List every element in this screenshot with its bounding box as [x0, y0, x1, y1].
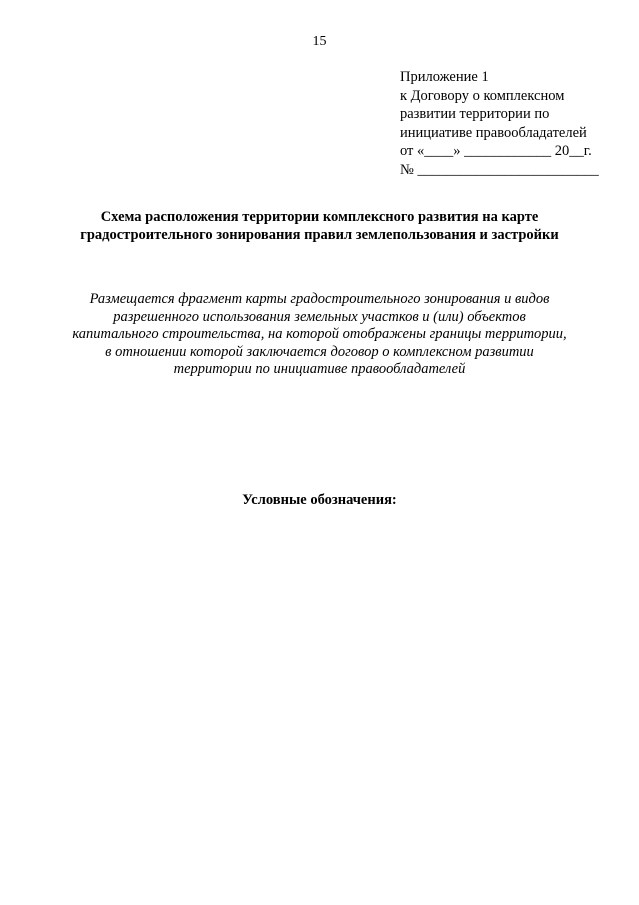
appendix-line: Приложение 1 — [400, 69, 489, 85]
appendix-line: к Договору о комплексном — [400, 87, 565, 104]
scheme-title-line: Схема расположения территории комплексного развития на карте — [100, 209, 539, 225]
scheme-title-line: градостроительного зонирования правил землепользования и застройки — [80, 227, 559, 243]
scheme-title — [40, 208, 599, 244]
placement-note-line: разрешенного использования земельных участков и (или) объектов — [113, 308, 526, 325]
placement-note-line: капитального строительства, на которой отображены границы территории, — [72, 326, 567, 342]
page-number: 15 — [312, 34, 327, 49]
placement-note — [40, 291, 599, 379]
appendix-reference — [400, 68, 632, 179]
appendix-date-line: от «____» ____________ 20__г. — [400, 143, 592, 159]
placement-note-line: в отношении которой заключается договор о комплексном развитии — [105, 343, 534, 360]
appendix-line: развитии территории по — [400, 106, 550, 122]
placement-note-line: территории по инициативе правообладателей — [173, 361, 466, 377]
legend-heading: Условные обозначения: — [242, 492, 397, 508]
appendix-line: инициативе правообладателей — [400, 124, 587, 141]
appendix-number-line: № _________________________ — [400, 161, 599, 178]
placement-note-line: Размещается фрагмент карты градостроительного зонирования и видов — [89, 291, 550, 307]
